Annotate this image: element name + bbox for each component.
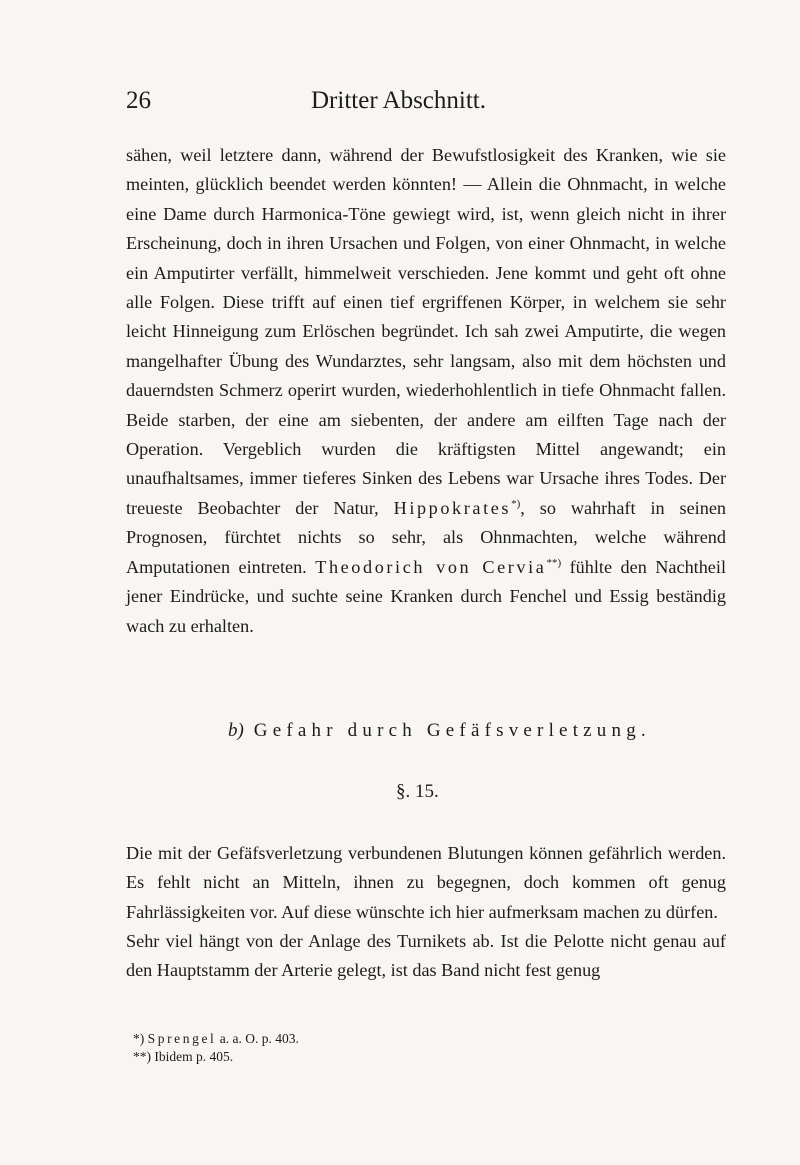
section-number: §. 15. <box>396 781 439 802</box>
footnote-2-text: Ibidem p. 405. <box>151 1049 234 1064</box>
section-letter: b) <box>228 720 244 741</box>
section-heading <box>228 717 728 745</box>
paragraph-1-text-b: , so wahrhaft in seinen Prognosen, fürchtet nichts so sehr, als Ohnmachten, welche während Amputationen eintreten. <box>126 497 726 577</box>
paragraph-3: Sehr viel hängt von der Anlage des Turnikets ab. Ist die Pelotte nicht genau auf den Hauptstamm der Arterie gelegt, ist das Band nicht fest genug <box>126 931 726 981</box>
page-number: 26 <box>126 87 151 114</box>
footnote-2 <box>133 1048 633 1066</box>
section-title: Gefahr durch Gefäfsverletzung. <box>253 720 651 741</box>
paragraph-1-text-a: sähen, weil letztere dann, während der Bewufstlosigkeit des Kranken, wie sie meinten, glücklich beendet werden könnten! — Allein die Ohnmacht, in welche eine Dame durch Harmonica-Töne gewiegt wird, ist, wenn gleich nicht in ihrer Erscheinung, doch in ihren Ursachen und Folgen, von einer Ohnmacht, in welche ein Amputirter verfällt, himmelweit verschieden. Jene kommt und geht oft ohne alle Folgen. Diese trifft auf einen tief ergriffenen Körper, in welchem sie sehr leicht Hinneigung zum Erlöschen begründet. Ich sah zwei Amputirte, die wegen mangelhafter Übung des Wundarztes, sehr langsam, also mit dem höchsten und dauerndsten Schmerz operirt wurden, wiederhohlentlich in tiefe Ohnmacht fallen. Beide starben, der eine am siebenten, der andere am eilften Tage nach der Operation. Vergeblich wurden die kräftigsten Mittel angewandt; ein unaufhaltsames, immer tieferes Sinken des Lebens war Ursache ihres Todes. Der treueste Beobachter der Natur, <box>126 145 726 518</box>
author-name-hippokrates: Hippokrates <box>393 497 512 518</box>
author-name-theodorich: Theodorich von Cervia <box>315 556 547 577</box>
footnote-1-author: Sprengel <box>147 1031 217 1046</box>
footnote-1-text: a. a. O. p. 403. <box>216 1031 299 1046</box>
page-header <box>126 84 726 118</box>
footnote-ref-1: *) <box>511 497 521 510</box>
footnote-ref-2: **) <box>546 556 562 569</box>
footnote-2-marker: **) <box>133 1049 151 1064</box>
footnotes <box>133 1030 633 1066</box>
running-head: Dritter Abschnitt. <box>311 87 486 114</box>
paragraph-2: Die mit der Gefäfsverletzung verbundenen Blutungen können gefährlich werden. Es fehlt nicht an Mitteln, ihnen zu begegnen, doch kommen oft genug Fahrlässigkeiten vor. Auf diese wünschte ich hier aufmerksam machen zu dürfen. <box>126 843 726 922</box>
paragraph-1-text-c: fühlte den Nachtheil jener Eindrücke, und suchte seine Kranken durch Fenchel und Essig beständig wach zu erhalten. <box>126 556 726 636</box>
paragraph-1 <box>126 141 726 641</box>
footnote-1 <box>133 1030 633 1048</box>
footnote-1-marker: *) <box>133 1031 145 1046</box>
